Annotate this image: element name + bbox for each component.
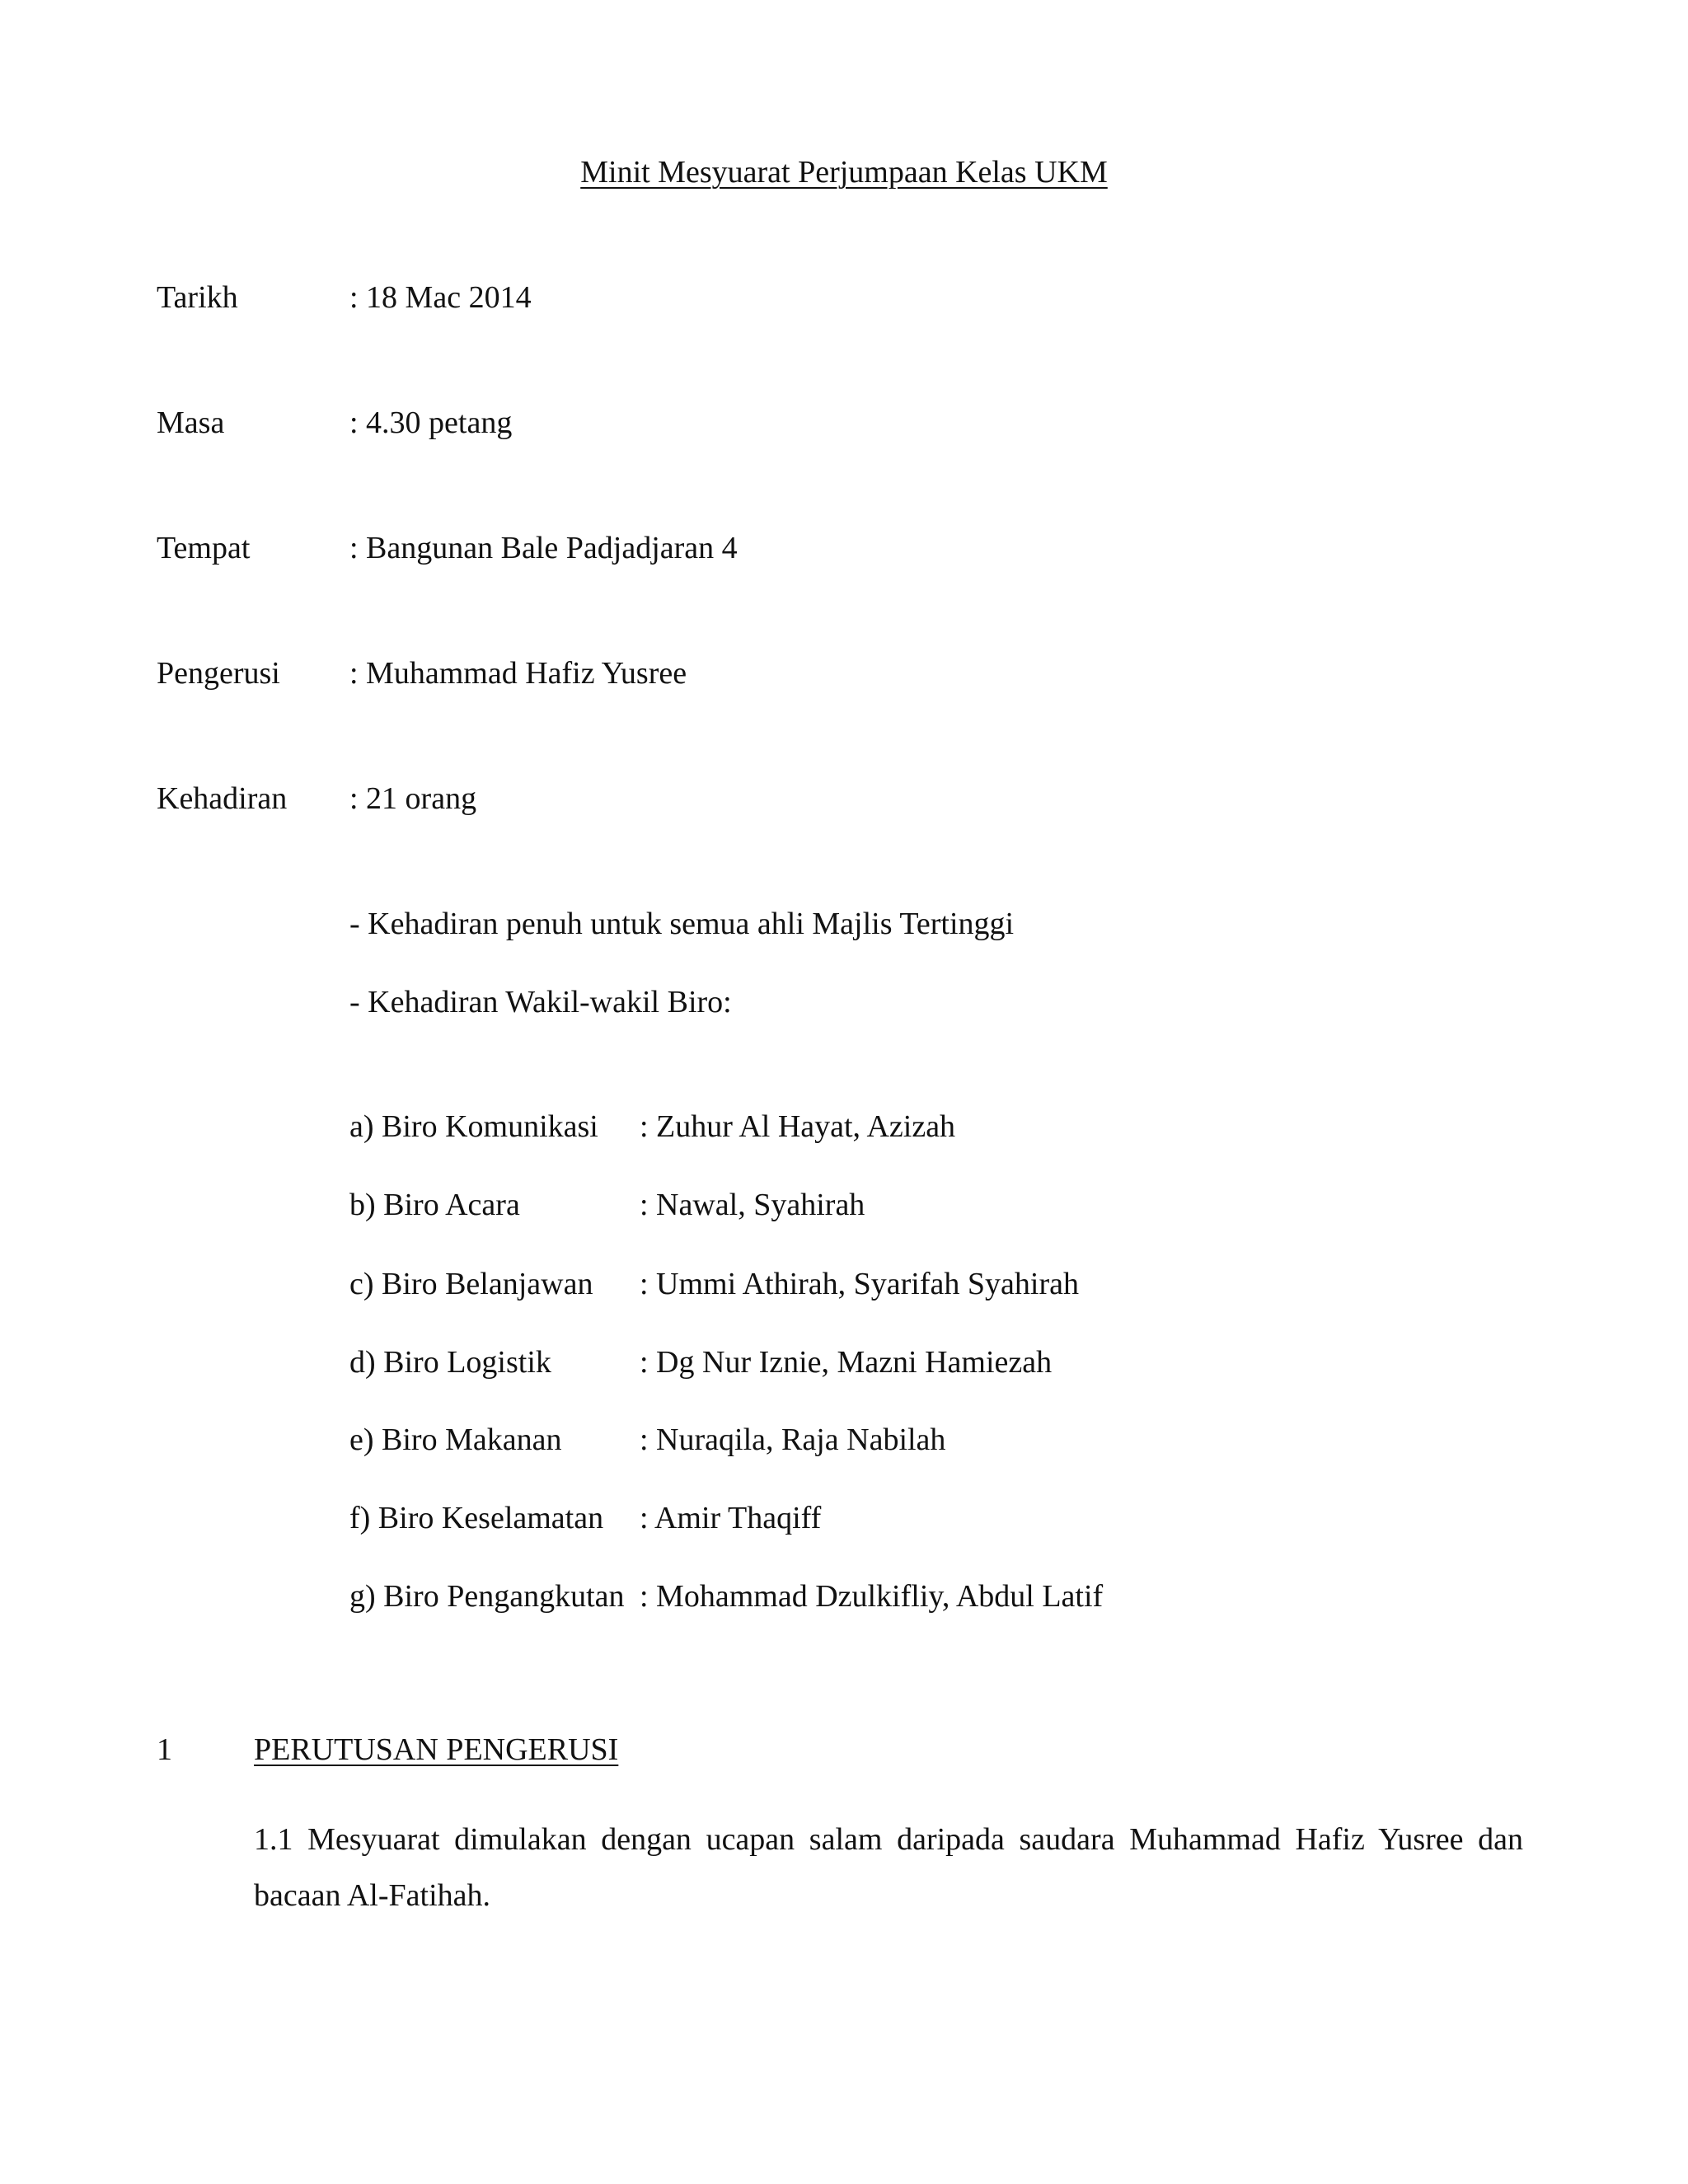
section-paragraph: 1.1 Mesyuarat dimulakan dengan ucapan salam daripada saudara Muhammad Hafiz Yusree dan bacaan Al-Fatihah. <box>254 1822 1523 1913</box>
document-title: Minit Mesyuarat Perjumpaan Kelas UKM <box>580 155 1108 190</box>
biro-members: : Ummi Athirah, Syarifah Syahirah <box>640 1267 1079 1301</box>
pengerusi-label: Pengerusi <box>157 656 280 691</box>
tempat-value: : Bangunan Bale Padjadjaran 4 <box>349 531 738 565</box>
tarikh-value: : 18 Mac 2014 <box>349 280 532 315</box>
pengerusi-value: : Muhammad Hafiz Yusree <box>349 656 687 691</box>
biro-name: d) Biro Logistik <box>349 1345 551 1380</box>
kehadiran-value: : 21 orang <box>349 781 477 816</box>
biro-members: : Amir Thaqiff <box>640 1501 822 1535</box>
biro-name: g) Biro Pengangkutan <box>349 1579 625 1614</box>
biro-members: : Nuraqila, Raja Nabilah <box>640 1422 946 1457</box>
biro-name: f) Biro Keselamatan <box>349 1501 604 1535</box>
attendance-note-biro: - Kehadiran Wakil-wakil Biro: <box>349 985 732 1019</box>
biro-members: : Mohammad Dzulkifliy, Abdul Latif <box>640 1579 1104 1614</box>
biro-members: : Zuhur Al Hayat, Azizah <box>640 1109 956 1144</box>
tarikh-label: Tarikh <box>157 280 238 315</box>
masa-label: Masa <box>157 405 225 440</box>
biro-name: c) Biro Belanjawan <box>349 1267 593 1301</box>
biro-name: e) Biro Makanan <box>349 1422 562 1457</box>
attendance-note-full: - Kehadiran penuh untuk semua ahli Majlis Tertinggi <box>349 907 1015 941</box>
biro-name: a) Biro Komunikasi <box>349 1109 598 1144</box>
biro-name: b) Biro Acara <box>349 1188 520 1222</box>
biro-members: : Nawal, Syahirah <box>640 1188 865 1222</box>
masa-value: : 4.30 petang <box>349 405 513 440</box>
section-heading: PERUTUSAN PENGERUSI <box>254 1732 619 1767</box>
kehadiran-label: Kehadiran <box>157 781 288 816</box>
section-number: 1 <box>157 1732 172 1767</box>
biro-members: : Dg Nur Iznie, Mazni Hamiezah <box>640 1345 1053 1380</box>
tempat-label: Tempat <box>157 531 251 565</box>
